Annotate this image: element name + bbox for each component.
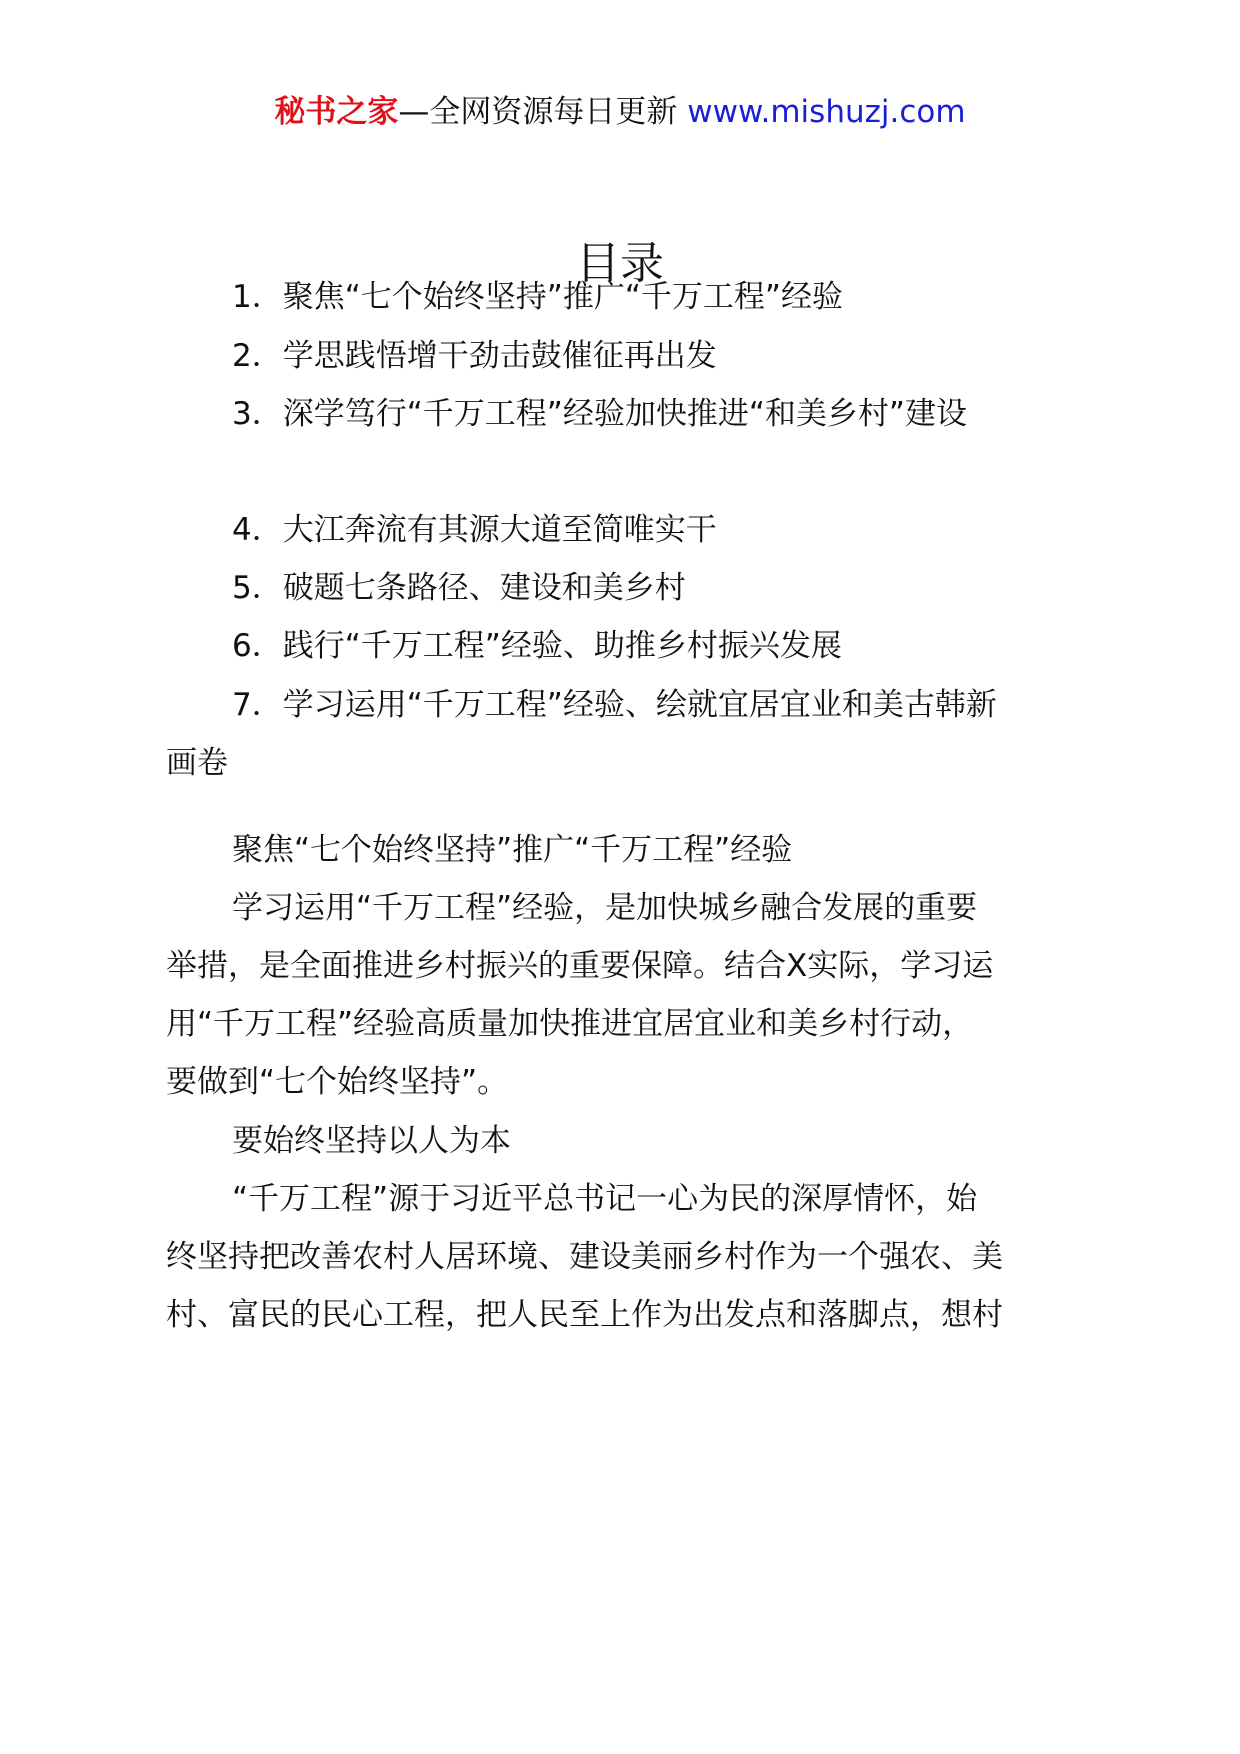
toc-title: 目录 bbox=[576, 238, 664, 289]
subheading: 要始终坚持以人为本 bbox=[232, 1123, 511, 1159]
toc-item-4[interactable]: 4．大江奔流有其源大道至简唯实干 bbox=[232, 512, 717, 548]
section-title: 聚焦“七个始终坚持”推广“千万工程”经验 bbox=[232, 832, 793, 868]
paragraph-line: 终坚持把改善农村人居环境、建设美丽乡村作为一个强农、美 bbox=[166, 1239, 1003, 1275]
toc-item-7[interactable]: 7．学习运用“千万工程”经验、绘就宜居宜业和美古韩新 bbox=[232, 687, 997, 723]
toc-item-6[interactable]: 6．践行“千万工程”经验、助推乡村振兴发展 bbox=[232, 628, 842, 664]
toc-item-7-continuation[interactable]: 画卷 bbox=[166, 745, 228, 781]
header-tagline: —全网资源每日更新 bbox=[398, 94, 688, 130]
toc-item-5[interactable]: 5．破题七条路径、建设和美乡村 bbox=[232, 570, 686, 606]
toc-item-3[interactable]: 3．深学笃行“千万工程”经验加快推进“和美乡村”建设 bbox=[232, 396, 967, 432]
toc-item-2[interactable]: 2．学思践悟增干劲击鼓催征再出发 bbox=[232, 338, 717, 374]
site-url-link[interactable]: www.mishuzj.com bbox=[687, 94, 966, 130]
paragraph-line: 举措，是全面推进乡村振兴的重要保障。结合X实际，学习运 bbox=[166, 948, 994, 984]
brand-name: 秘书之家 bbox=[274, 94, 399, 130]
paragraph-line: 学习运用“千万工程”经验，是加快城乡融合发展的重要 bbox=[232, 890, 978, 926]
paragraph-line: 要做到“七个始终坚持”。 bbox=[166, 1064, 509, 1100]
paragraph-line: “千万工程”源于习近平总书记一心为民的深厚情怀，始 bbox=[232, 1181, 978, 1217]
toc-item-1[interactable]: 1．聚焦“七个始终坚持”推广“千万工程”经验 bbox=[232, 279, 843, 315]
paragraph-line: 村、富民的民心工程，把人民至上作为出发点和落脚点，想村 bbox=[166, 1297, 1003, 1333]
site-header bbox=[0, 92, 1240, 132]
paragraph-line: 用“千万工程”经验高质量加快推进宜居宜业和美乡村行动， bbox=[166, 1006, 974, 1042]
